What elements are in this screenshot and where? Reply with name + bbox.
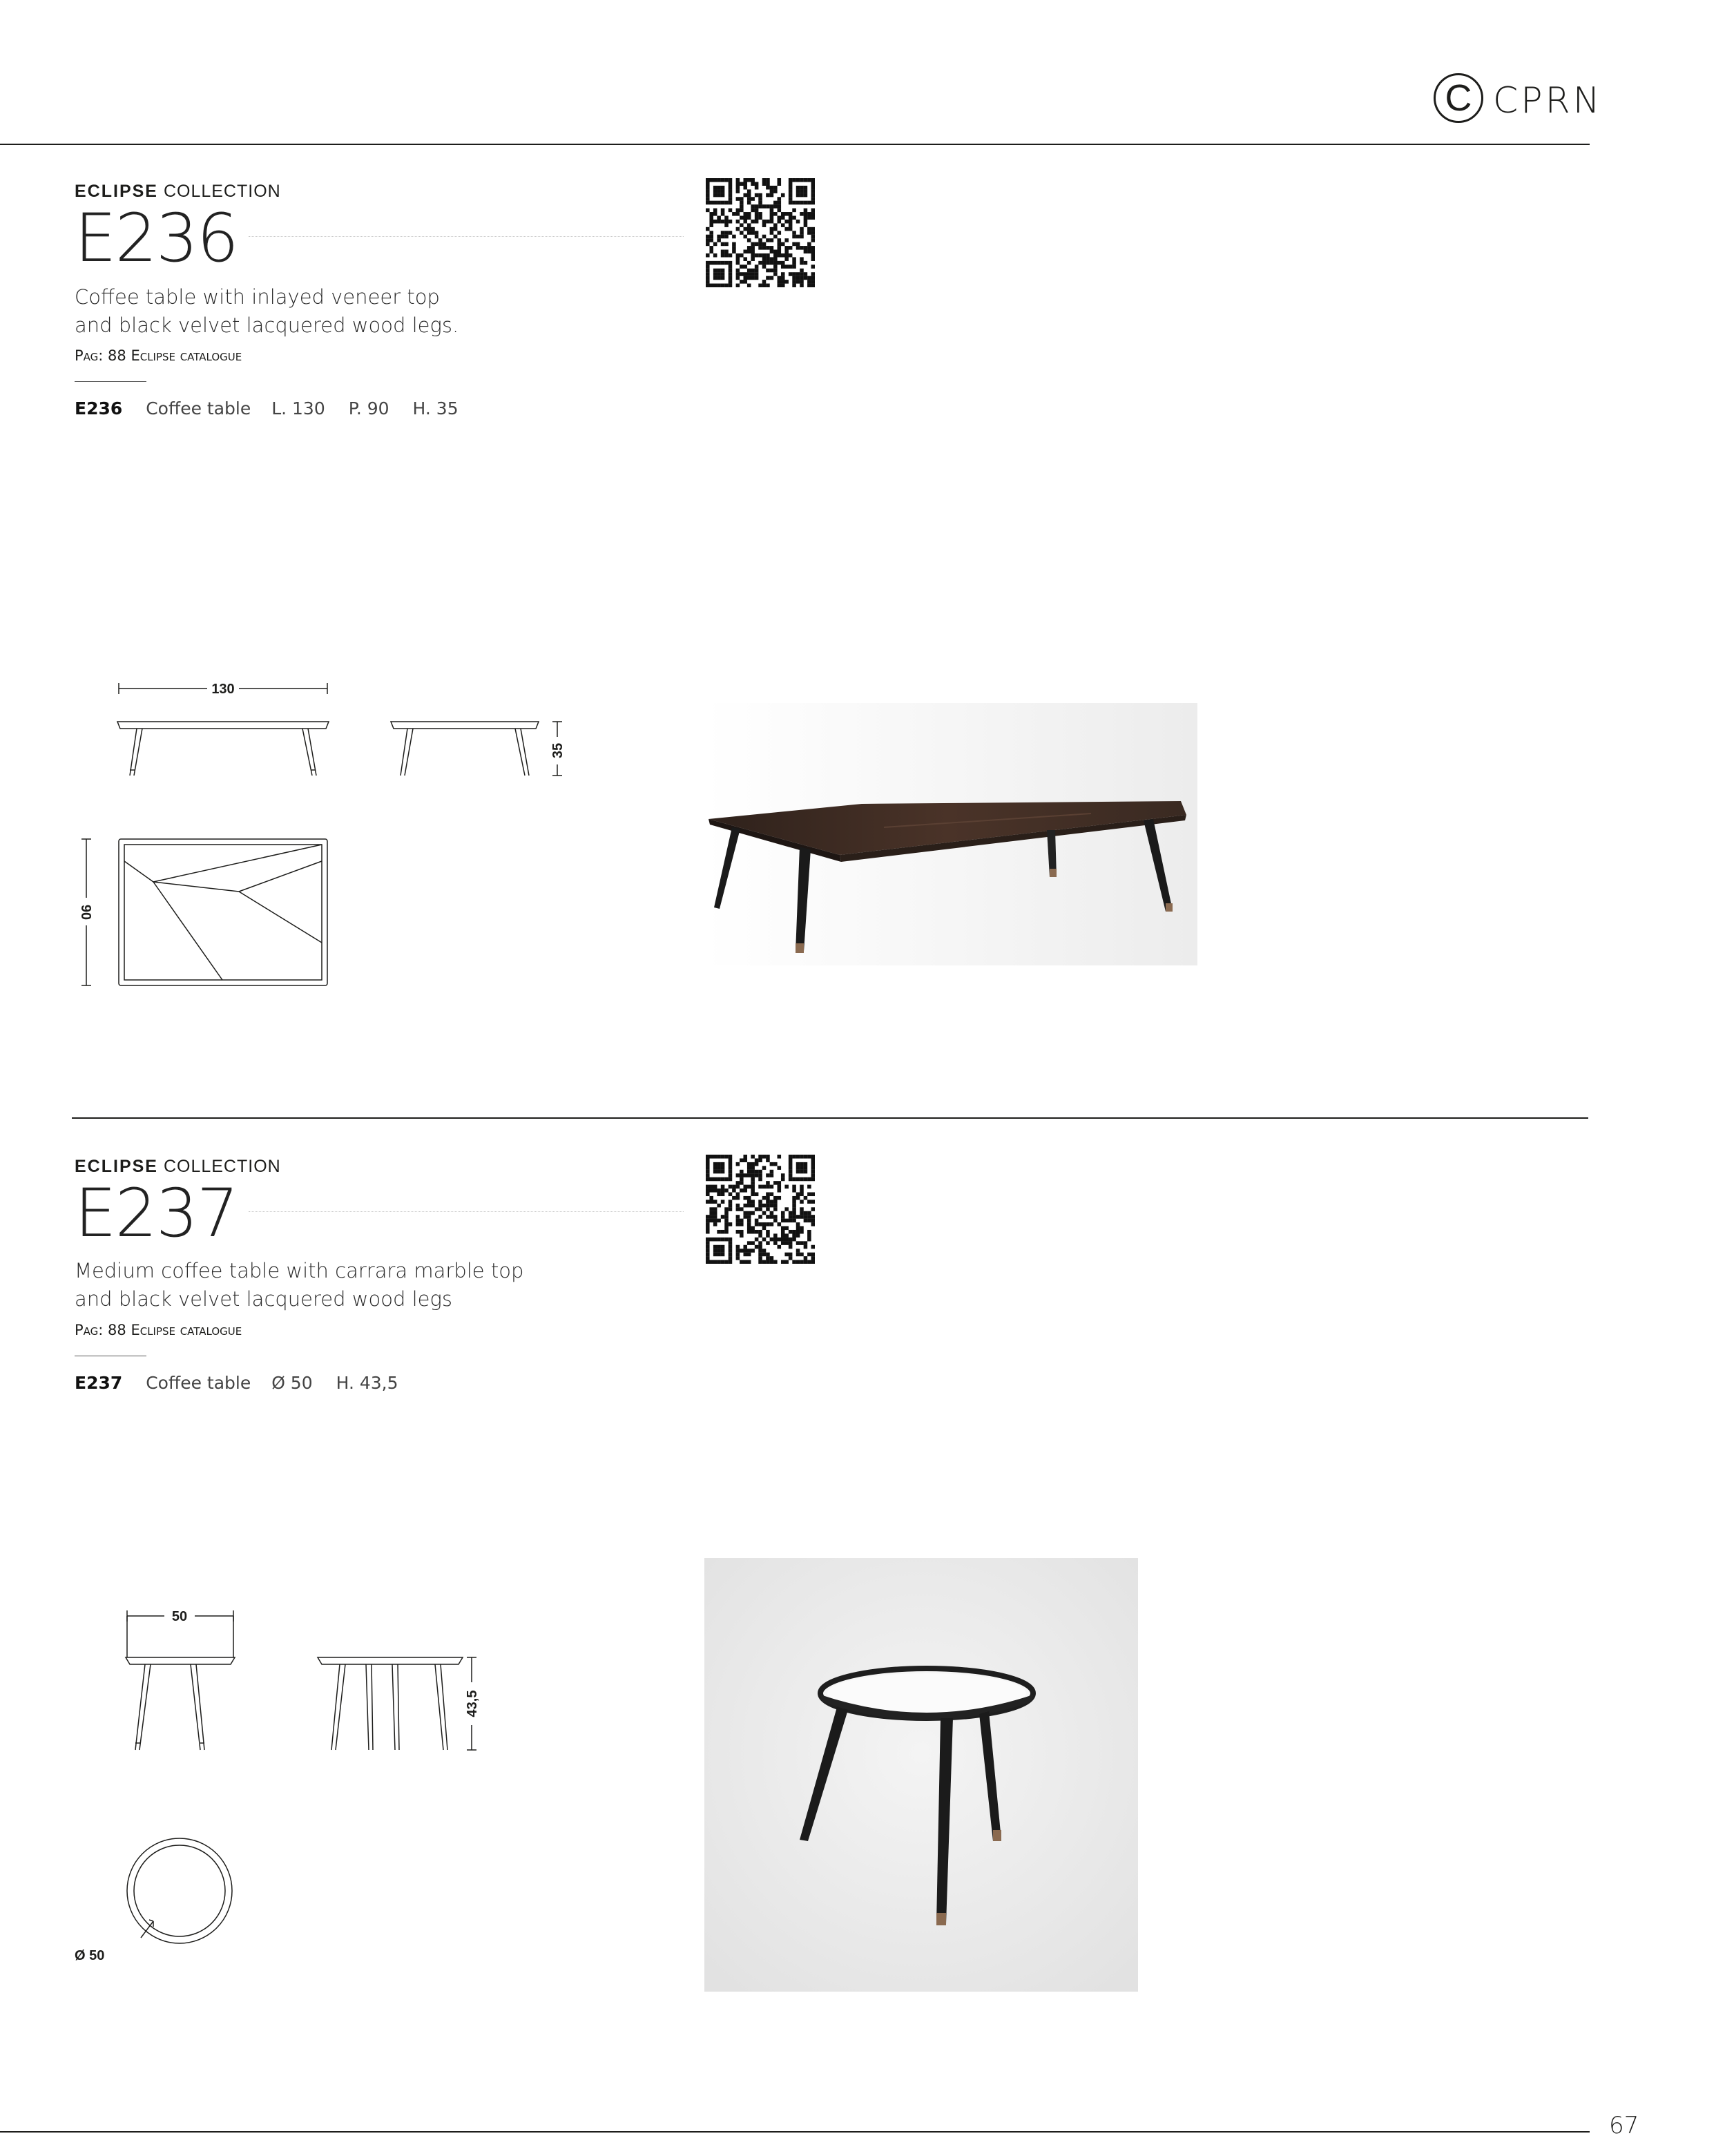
- collection-name: ECLIPSE: [75, 1157, 158, 1176]
- short-rule: [75, 381, 146, 382]
- collection-word: COLLECTION: [163, 182, 281, 201]
- spec-height: H. 35: [412, 398, 459, 418]
- catalogue-reference: Pag: 88 Eclipse catalogue: [75, 347, 242, 364]
- dim-height-label: 35: [550, 742, 566, 759]
- footer-rule: [0, 2131, 1590, 2133]
- spec-row: [75, 398, 476, 418]
- dim-height-label: 43,5: [465, 1690, 480, 1717]
- dim-depth-label: 90: [78, 904, 93, 921]
- brand-logo-letter: C: [1445, 77, 1472, 119]
- spec-depth: P. 90: [348, 398, 389, 418]
- spec-type: Coffee table: [146, 1373, 251, 1393]
- section-divider: [72, 1117, 1588, 1119]
- spec-height: H. 43,5: [336, 1373, 398, 1393]
- spec-code: E236: [75, 398, 123, 418]
- dim-length-label: 130: [211, 682, 235, 697]
- collection-label: [75, 1157, 281, 1177]
- spec-length: L. 130: [271, 398, 325, 418]
- spec-row: [75, 1373, 416, 1393]
- product-code: E236: [75, 200, 238, 277]
- catalogue-reference: Pag: 88 Eclipse catalogue: [75, 1322, 242, 1338]
- page-number: 67: [1609, 2112, 1639, 2139]
- qr-code-icon[interactable]: [706, 1155, 815, 1264]
- technical-drawing: [69, 673, 580, 998]
- header-rule: [0, 144, 1590, 145]
- collection-word: COLLECTION: [163, 1157, 281, 1176]
- title-dotted-line: [249, 1211, 684, 1212]
- product-description: Coffee table with inlayed veneer top and black velvet lacquered wood legs.: [75, 285, 459, 337]
- brand-name: CPRN: [1493, 80, 1603, 122]
- product-code: E237: [75, 1175, 238, 1252]
- spec-code: E237: [75, 1373, 123, 1393]
- brand-logo: [1434, 72, 1606, 134]
- product-description: Medium coffee table with carrara marble top and black velvet lacquered wood legs: [75, 1259, 524, 1311]
- dim-width-label: 50: [171, 1609, 188, 1624]
- product-photo: [704, 703, 1197, 965]
- qr-code-icon[interactable]: [706, 178, 815, 287]
- title-dotted-line: [249, 236, 684, 237]
- dim-diameter-label: Ø 50: [75, 1948, 105, 1963]
- collection-label: [75, 182, 281, 202]
- collection-name: ECLIPSE: [75, 182, 158, 201]
- spec-diameter: Ø 50: [271, 1373, 313, 1393]
- spec-type: Coffee table: [146, 398, 251, 418]
- technical-drawing: [69, 1602, 497, 1975]
- product-photo: [704, 1558, 1138, 1992]
